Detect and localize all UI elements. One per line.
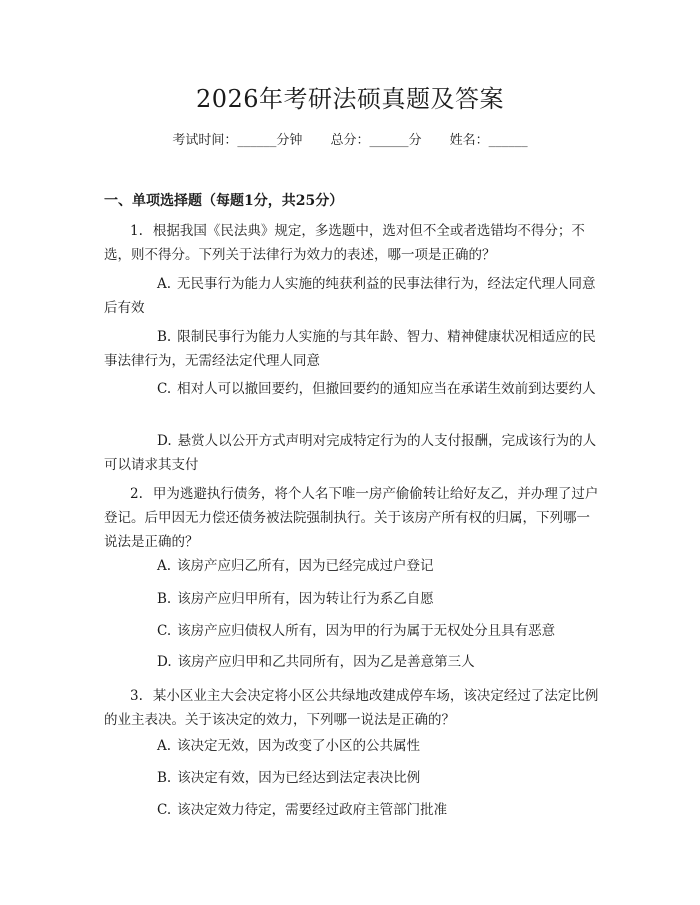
- option-letter: B.: [157, 770, 172, 786]
- option-letter: A.: [157, 558, 172, 574]
- question-3: [104, 684, 599, 732]
- question-text: 某小区业主大会决定将小区公共绿地改建成停车场，该决定经过了法定比例的业主表决。关于该决定的效力，下列哪一说法是正确的？: [104, 688, 599, 728]
- option-letter: D.: [157, 654, 172, 670]
- question-3-option-b: [104, 766, 599, 790]
- option-text: 该决定无效，因为改变了小区的公共属性: [177, 738, 421, 754]
- question-1: [104, 219, 599, 267]
- option-text: 该房产应归甲所有，因为转让行为系乙自愿: [177, 591, 434, 607]
- option-letter: D.: [157, 433, 172, 449]
- option-text: 无民事行为能力人实施的纯获利益的民事法律行为，经法定代理人同意后有效: [104, 276, 596, 316]
- option-text: 限制民事行为能力人实施的与其年龄、智力、精神健康状况相适应的民事法律行为，无需经法定代理人同意: [104, 329, 596, 369]
- option-text: 该房产应归乙所有，因为已经完成过户登记: [177, 558, 434, 574]
- question-3-option-c: [104, 798, 599, 822]
- question-2-option-b: [104, 587, 599, 611]
- question-number: 3.: [130, 688, 143, 704]
- option-letter: B.: [157, 329, 172, 345]
- name-field: 姓名：______: [449, 133, 528, 148]
- option-letter: B.: [157, 591, 172, 607]
- question-2-option-c: [104, 619, 599, 643]
- exam-meta: [0, 132, 700, 150]
- question-2: [104, 482, 599, 554]
- option-letter: C.: [157, 623, 172, 639]
- question-number: 1.: [130, 223, 143, 239]
- option-text: 该决定有效，因为已经达到法定表决比例: [177, 770, 421, 786]
- document-title: 2026年考研法硕真题及答案: [195, 85, 505, 113]
- question-1-option-a: [104, 272, 599, 320]
- question-2-option-a: [104, 554, 599, 578]
- question-1-option-b: [104, 325, 599, 373]
- option-text: 该房产应归甲和乙共同所有，因为乙是善意第三人: [177, 654, 475, 670]
- option-text: 悬赏人以公开方式声明对完成特定行为的人支付报酬，完成该行为的人可以请求其支付: [104, 433, 597, 473]
- question-2-option-d: [104, 650, 599, 674]
- option-text: 相对人可以撤回要约，但撤回要约的通知应当在承诺生效前到达要约人: [177, 381, 596, 397]
- question-text: 甲为逃避执行债务，将个人名下唯一房产偷偷转让给好友乙，并办理了过户登记。后甲因无力偿还债务被法院强制执行。关于该房产所有权的归属，下列哪一说法是正确的？: [104, 486, 599, 550]
- section-heading: 一、单项选择题（每题1分，共25分）: [104, 193, 344, 209]
- option-text: 该决定效力待定，需要经过政府主管部门批准: [177, 802, 448, 818]
- exam-time-field: 考试时间：______分钟: [172, 133, 303, 148]
- question-text: 根据我国《民法典》规定，多选题中，选对但不全或者选错均不得分；不选，则不得分。下列关于法律行为效力的表述，哪一项是正确的？: [104, 223, 585, 263]
- question-1-option-d: [104, 429, 599, 477]
- option-letter: A.: [157, 738, 172, 754]
- option-text: 该房产应归债权人所有，因为甲的行为属于无权处分且具有恶意: [177, 623, 556, 639]
- question-number: 2.: [130, 486, 143, 502]
- question-1-option-c: [104, 377, 599, 401]
- option-letter: A.: [157, 276, 172, 292]
- question-3-option-a: [104, 734, 599, 758]
- option-letter: C.: [157, 802, 172, 818]
- total-score-field: 总分：______分: [330, 133, 422, 148]
- option-letter: C.: [157, 381, 172, 397]
